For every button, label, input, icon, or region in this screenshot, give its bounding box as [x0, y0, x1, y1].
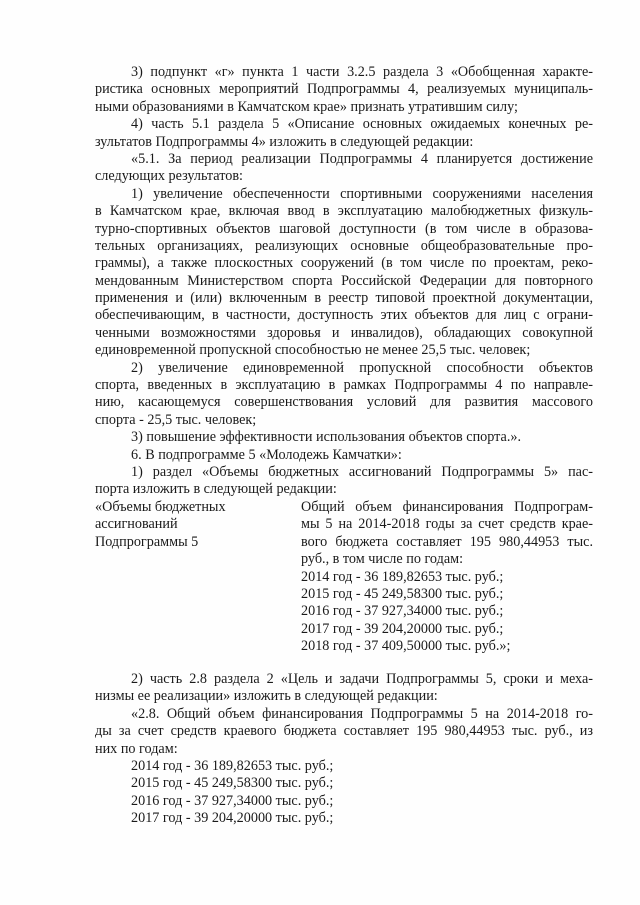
budget-summary-line: руб., в том числе по годам:: [301, 551, 464, 568]
budget-table-label-column: [95, 499, 295, 551]
year-amount-line: 2016 год - 37 927,34000 тыс. руб.;: [131, 792, 334, 809]
budget-year-line: 2014 год - 36 189,82653 тыс. руб.;: [301, 568, 504, 585]
paragraph-line: 1) раздел «Объемы бюджетных ассигнований Подпрограммы 5» пас-: [131, 463, 593, 480]
year-amount-line: 2015 год - 45 249,58300 тыс. руб.;: [131, 775, 334, 792]
paragraph-line: единовременной пропускной способностью не менее 25,5 тыс. человек;: [95, 342, 531, 359]
year-amount-line: 2017 год - 39 204,20000 тыс. руб.;: [131, 810, 334, 827]
paragraph-line: «5.1. За период реализации Подпрограммы 4 планируется достижение: [131, 150, 593, 167]
paragraph-line: нию, касающемуся совершенствования условий для развития массового: [95, 394, 593, 411]
budget-summary-line: мы 5 на 2014-2018 годы за счет средств крае-: [301, 516, 593, 533]
budget-summary-line: вого бюджета составляет 195 980,44953 тыс.: [301, 533, 593, 550]
budget-label-line: «Объемы бюджетных: [95, 499, 226, 515]
bottom-years-list: [95, 758, 593, 828]
paragraph-line: спорта - 25,5 тыс. человек;: [95, 411, 257, 428]
paragraph-line: них по годам:: [95, 740, 178, 757]
budget-table-years: [301, 569, 593, 656]
paragraph-line: «2.8. Общий объем финансирования Подпрограммы 5 на 2014-2018 го-: [131, 705, 593, 722]
paragraph-line: 4) часть 5.1 раздела 5 «Описание основных ожидаемых конечных ре-: [131, 116, 593, 133]
paragraph-line: 2) увеличение единовременной пропускной способности объектов: [131, 359, 593, 376]
document-body-bottom: [95, 671, 593, 828]
paragraph-line: граммы), а также плоскостных сооружений (в том числе по проектам, реко-: [95, 255, 593, 272]
budget-summary-line: Общий объем финансирования Подпрограм-: [301, 499, 593, 515]
paragraph-line: ды за счет средств краевого бюджета составляет 195 980,44953 тыс. руб., из: [95, 723, 593, 740]
budget-table-value-column: [301, 499, 593, 656]
paragraph-line: ными образованиями в Камчатском крае» признать утратившим силу;: [95, 98, 518, 115]
paragraph-line: низмы ее реализации» изложить в следующей редакции:: [95, 688, 438, 705]
year-amount-line: 2014 год - 36 189,82653 тыс. руб.;: [131, 757, 334, 774]
paragraph-line: ристика основных мероприятий Подпрограммы 4, реализуемых муниципаль-: [95, 81, 593, 98]
bottom-paragraphs: [95, 671, 593, 758]
budget-year-line: 2016 год - 37 927,34000 тыс. руб.;: [301, 603, 504, 620]
budget-year-line: 2015 год - 45 249,58300 тыс. руб.;: [301, 585, 504, 602]
paragraph-line: мендованным Министерством спорта Российской Федерации для повторного: [95, 272, 593, 289]
paragraph-line: ченными возможностями здоровья и инвалидов), обладающих совокупной: [95, 324, 593, 341]
paragraph-line: спорта, введенных в эксплуатацию в рамках Подпрограммы 4 по направле-: [95, 377, 593, 394]
paragraph-line: 2) часть 2.8 раздела 2 «Цель и задачи Подпрограммы 5, сроки и меха-: [131, 671, 593, 687]
paragraph-line: порта изложить в следующей редакции:: [95, 481, 337, 498]
budget-table-summary: [301, 499, 593, 569]
paragraph-line: зультатов Подпрограммы 4» изложить в следующей редакции:: [95, 133, 474, 150]
paragraph-line: 3) подпункт «г» пункта 1 части 3.2.5 раздела 3 «Обобщенная характе-: [131, 64, 593, 80]
budget-label-line: Подпрограммы 5: [95, 533, 199, 550]
paragraph-line: 3) повышение эффективности использования объектов спорта.».: [131, 429, 522, 446]
paragraph-line: в Камчатском крае, включая ввод в эксплуатацию малобюджетных физкуль-: [95, 203, 593, 220]
budget-year-line: 2017 год - 39 204,20000 тыс. руб.;: [301, 620, 504, 637]
paragraph-line: 1) увеличение обеспеченности спортивными сооружениями населения: [131, 185, 593, 202]
paragraph-line: применения и (или) включенным в реестр типовой проектной документации,: [95, 290, 593, 307]
paragraph-line: тельных организациях, реализующих основные общеобразовательные про-: [95, 237, 593, 254]
paragraph-line: обеспечивающим, в частности, доступность этих объектов для лиц с ограни-: [95, 307, 593, 324]
budget-year-line: 2018 год - 37 409,50000 тыс. руб.»;: [301, 638, 511, 655]
document-body-top: [95, 64, 593, 499]
paragraph-line: 6. В подпрограмме 5 «Молодежь Камчатки»:: [131, 446, 402, 463]
paragraph-line: турно-спортивных объектов шаговой доступности (в том числе в образова-: [95, 220, 593, 237]
budget-label-line: ассигнований: [95, 516, 178, 533]
paragraph-line: следующих результатов:: [95, 168, 243, 185]
